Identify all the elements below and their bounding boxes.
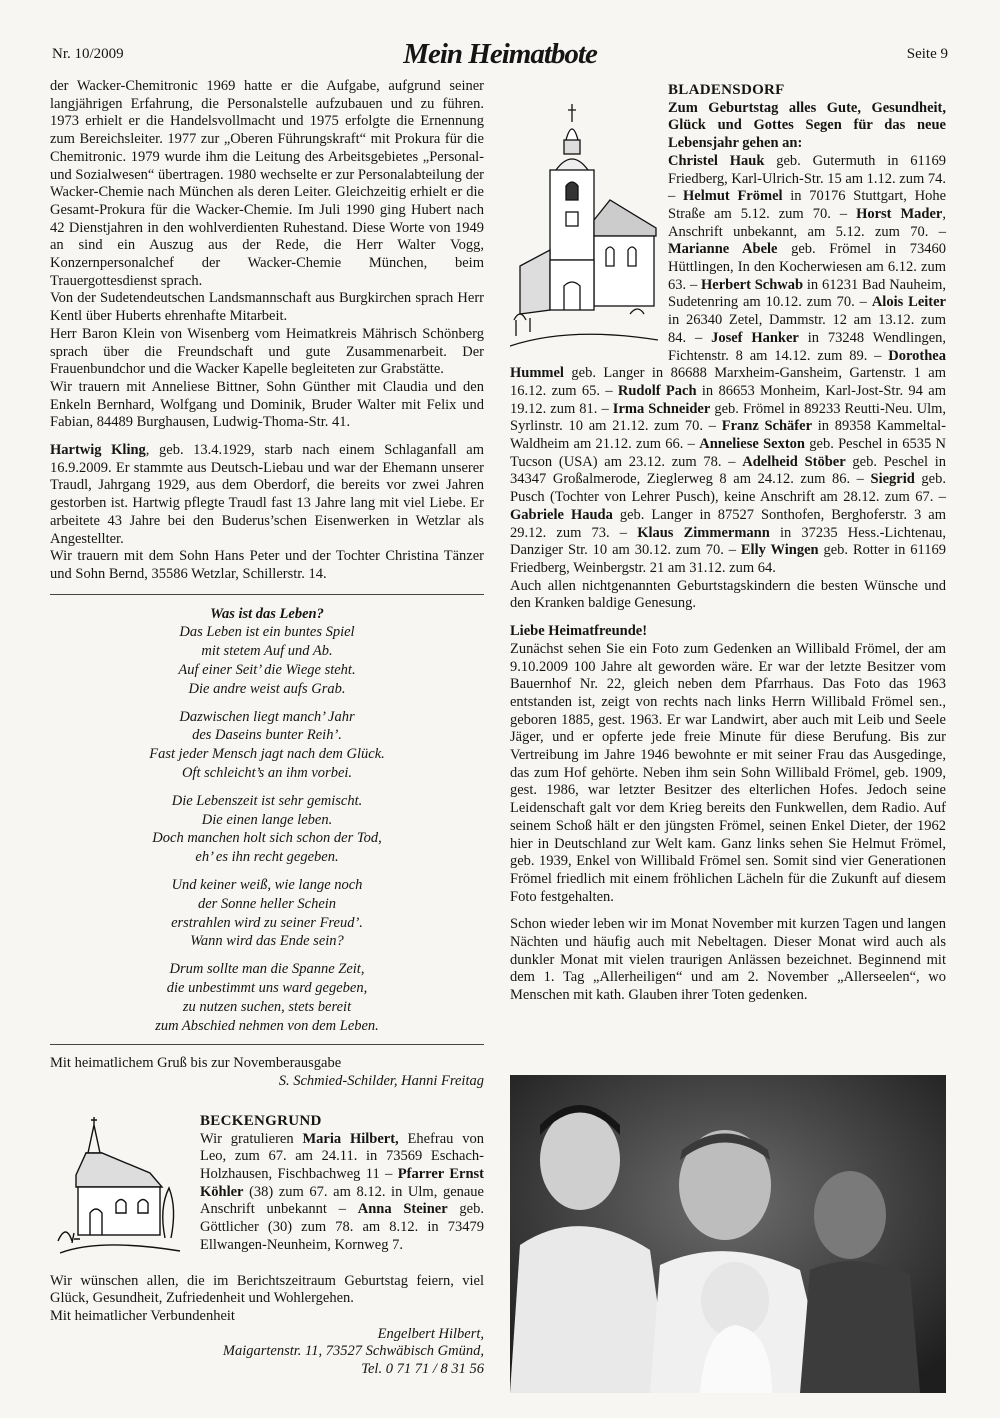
beckengrund-wishes: Wir wünschen allen, die im Berichtszeitraum Geburtstag feiern, viel Glück, Gesundheit, Zufriedenheit und Wohlergehen.: [50, 1272, 484, 1307]
poem: [50, 605, 484, 1036]
poem-title: Was ist das Leben?: [210, 605, 324, 622]
birthday-name: Josef Hanker: [711, 329, 799, 346]
poem-line: Wann wird das Ende sein?: [190, 933, 344, 950]
divider: [50, 594, 484, 595]
poem-stanza: [50, 960, 484, 1035]
birthday-closing: Auch allen nichtgenannten Geburtstagskindern die besten Wünsche und den Kranken baldige Genesung.: [510, 577, 946, 612]
poem-line: die unbestimmt uns ward gegeben,: [166, 980, 368, 997]
obituary-paragraph: Herr Baron Klein von Wisenberg vom Heimatkreis Mährisch Schönberg sprach über die Freundschaft und gute Zusammenarbeit. Der Frauenbundchor und die Wacker Kapelle begleiteten zur Grabstätte.: [50, 325, 484, 378]
masthead-logo: Mein Heimatbote: [403, 38, 597, 70]
poem-line: Doch manchen holt sich schon der Tod,: [152, 830, 382, 847]
birthday-name: Dorothea Hummel: [510, 347, 946, 382]
birthday-details: geb. Rotter in 61169 Friedberg, Weinbergstr. 21 am 31.12. zum 64.: [510, 542, 946, 576]
poem-line: Fast jeder Mensch jagt nach dem Glück.: [149, 746, 385, 763]
signature-phone: Tel. 0 71 71 / 8 31 56: [361, 1361, 484, 1378]
obituary-mourners: Wir trauern mit dem Sohn Hans Peter und der Tochter Christina Tänzer und Sohn Bernd, 35586 Wetzlar, Schillerstr. 14.: [50, 548, 484, 582]
birthday-name: Franz Schäfer: [721, 418, 813, 435]
birthday-name: Irma Schneider: [612, 400, 711, 417]
birthday-name: Marianne Abele: [668, 241, 778, 258]
birthday-name: Klaus Zimmermann: [637, 524, 770, 541]
birthday-name: Herbert Schwab: [701, 276, 804, 293]
section-title: BECKENGRUND: [200, 1112, 322, 1129]
poem-line: Oft schleicht’s an ihm vorbei.: [181, 765, 353, 782]
poem-line: Und keiner weiß, wie lange noch: [171, 877, 363, 894]
obituary-paragraph: Von der Sudetendeutschen Landsmannschaft aus Burgkirchen sprach Herr Kentl über Huberts ehrenhafte Mitarbeit.: [50, 290, 484, 325]
page-number: Seite 9: [906, 46, 948, 62]
section-title: BLADENSDORF: [668, 82, 785, 98]
letter-text: Zunächst sehen Sie ein Foto zum Gedenken an Willibald Frömel, der am 9.10.2009 100 Jahre alt geworden wäre. Er war der letzte Besitzer vom Bauernhof Nr. 22, gleich neben dem Pfarrhaus. Das Foto das 1963 entstanden ist, zeigt von rechts nach links Herrn Willibald Frömel sen., geboren 1885, gest. 1963. Er war Landwirt, aber auch mit Leib und Seele Jäger, und er opferte jede freie Minute für diese Berufung. Bis zur Vertreibung im Jahre 1946 bewohnte er mit seiner Frau das Ausgedinge, das zum Hof gehörte. Neben ihm sein Sohn Willibald Frömel, geb. 1909, gest. 1986, war letzter Besitzer des elterlichen Hofes. Jedoch seine Leidenschaft galt vor dem Krieg bereits den Funkwellen, dem Radio. Auf seinem Schoß hält er den jüngsten Frömel, seinen Enkel Dieter, der 1962 hier in Deutschland zur Welt kam. Ganz links sehen Sie Helmut Frömel, geb. 1939, Enkel von Willibald Frömel sen. Somit sind vier Generationen Frömel friedlich mit einem fröhlichen Lächeln für die Zukunft auf diesem Foto festgehalten.: [510, 640, 946, 905]
birthday-details: geb. Pusch (Tochter von Lehrer Pusch), keine Anschrift am 28.12. zum 67. –: [510, 471, 946, 506]
obituary-paragraph: der Wacker-Chemitronic 1969 hatte er die Aufgabe, aufgrund seiner langjährigen Erfahrung, die Personalstelle aufzubauen und zu führen. 1973 erhielt er die Handelsvollmacht und 1975 erfolgte die Ernennung zum Bereichsleiter. 1977 zur „Oberen Führungskraft“ mit Prokura für die Chemitronic. 1979 wurde ihm die Leitung des Arbeitsgebietes „Personal- und Sozialwesen“ übertragen. 1980 wechselte er zur Personalabteilung der Wacker-Chemie nach München als deren Leiter. Gleichzeitig erhielt er die Gesamt-Prokura für die Wacker-Chemie. Im Juli 1990 ging Hubert nach 42 Dienstjahren in den wohlverdienten Ruhestand. Diese Worte von 1949 an sind ein Auszug aus der Rede, die Herr Walter Vogg, Konzernpersonalchef der Wacker-Chemie München, beim Trauergottesdienst sprach.: [50, 78, 484, 289]
birthday-details: geb. Peschel in 6535 N Tucson (USA) am 23.12. zum 78. –: [510, 436, 946, 470]
deceased-name: Hartwig Kling: [50, 442, 146, 459]
beckengrund-section: [50, 1113, 484, 1379]
greeting: Mit heimatlichem Gruß bis zur Novemberausgabe: [50, 1055, 342, 1072]
poem-stanza: [50, 876, 484, 951]
birthday-details: , Anschrift unbekannt, am 5.12. zum 70. –: [668, 205, 946, 240]
right-column: [510, 82, 946, 1005]
poem-line: Die einen lange leben.: [201, 811, 333, 828]
chapel-illustration: [50, 1113, 190, 1269]
birthday-name: Helmut Frömel: [683, 188, 783, 205]
birthday-name: Elly Wingen: [740, 542, 819, 559]
greeting-signature: S. Schmied-Schilder, Hanni Freitag: [278, 1073, 484, 1090]
divider: [50, 1044, 484, 1045]
poem-line: zu nutzen suchen, stets bereit: [182, 998, 352, 1015]
birthday-details: in 37235 Hess.-Lichtenau, Danziger Str. 10 am 30.12. zum 70. –: [510, 524, 947, 559]
birthday-details: geb. Gutermuth in 61169 Friedberg, Karl-Ulrich-Str. 15 am 1.12. zum 74. –: [668, 152, 947, 205]
birthday-name: Gabriele Hauda: [510, 506, 613, 523]
poem-stanza: [50, 623, 484, 698]
birthday-name: Anneliese Sexton: [699, 436, 805, 453]
birthday-details: geb. Frömel in 73460 Hüttlingen, In den Kocherwiesen am 6.12. zum 63. –: [668, 241, 946, 293]
poem-line: erstrahlen wird zu seiner Freud’.: [171, 914, 363, 931]
left-column: [50, 78, 484, 1379]
poem-line: des Daseins bunter Reih’.: [192, 727, 342, 744]
poem-line: der Sonne heller Schein: [197, 895, 337, 912]
poem-line: mit stetem Auf und Ab.: [201, 643, 333, 660]
signature-address: Maigartenstr. 11, 73527 Schwäbisch Gmünd,: [222, 1343, 484, 1360]
november-text: Schon wieder leben wir im Monat November mit kurzen Tagen und langen Nächten und häufig auch mit Nebeltagen. Dieser Monat wird auch als dunkler Monat mit vielen traurigen Anlässen bezeichnet. Beginnend mit dem 1. Tag „Allerheiligen“ und am 2. November „Allerseelen“, wo Menschen mit kath. Glauben ihrer Toten gedenken.: [510, 916, 946, 1004]
poem-body: [50, 623, 484, 1035]
poem-stanza: [50, 792, 484, 867]
poem-line: zum Abschied nehmen von dem Leben.: [155, 1017, 379, 1034]
birthday-name: Horst Mader: [856, 205, 943, 222]
birthday-intro: Zum Geburtstag alles Gute, Gesundheit, Glück und Gottes Segen für das neue Lebensjahr gehen an:: [668, 99, 946, 152]
birthday-details: in 73248 Wendlingen, Fichtenstr. 8 am 14.12. zum 89. –: [668, 329, 947, 364]
birthday-name: Rudolf Pach: [617, 382, 697, 399]
birthday-details: in 86653 Monheim, Karl-Jost-Str. 94 am 19.12. zum 81. –: [510, 382, 946, 417]
poem-line: Auf einer Seit’ die Wiege steht.: [178, 662, 356, 679]
obituary-mourners: Wir trauern mit Anneliese Bittner, Sohn Günther mit Claudia und den Enkeln Bernhard, Wolfgang und Dominik, Bruder Walter mit Felix und Fabian, 84489 Burghausen, Ludwig-Thoma-Str. 41.: [50, 378, 484, 431]
birthday-details: in 26340 Zetel, Dammstr. 12 am 13.12. zum 84. –: [668, 312, 946, 346]
birthday-name: Alois Leiter: [871, 294, 946, 311]
poem-line: Die Lebenszeit ist sehr gemischt.: [171, 792, 363, 809]
poem-line: eh’ es ihn recht gegeben.: [195, 849, 339, 866]
family-photo: [510, 1075, 946, 1393]
obituary-kling: Hartwig Kling, geb. 13.4.1929, starb nach einem Schlaganfall am 16.9.2009. Er stammte aus Deutsch-Liebau und war der Ehemann unserer Traudl, Jahrgang 1929, aus dem Oberdorf, die bereits vor zwei Jahren gestorben ist. Hartwig pflegte Traudl fast 13 Jahre lang mit viel Liebe. Er arbeitete 43 Jahre bei den Buderus’schen Eisenwerken in Wetzlar als Angestellter.: [50, 442, 484, 547]
church-illustration: [510, 100, 658, 356]
birthday-details: geb. Peschel in 34347 Großalmerode, Zieglerweg 8 am 24.12. zum 86. –: [510, 453, 946, 488]
birthday-name: Siegrid: [870, 471, 915, 488]
beckengrund-congrats: Wir gratulieren Maria Hilbert, Ehefrau von Leo, zum 67. am 24.11. in 73569 Eschach-Holzhausen, Fischbachweg 11 – Pfarrer Ernst Köhler (38) zum 67. am 8.12. in Ulm, genaue Anschrift unbekannt – Anna Steiner geb. Göttlicher (30) zum 78. am 8.12. in 73479 Ellwangen-Neunheim, Kornweg 7.: [200, 1130, 484, 1253]
birthday-details: in 70176 Stuttgart, Hohe Straße am 5.12. zum 70. –: [668, 188, 946, 222]
birthday-details: geb. Langer in 87527 Sonthofen, Berghoferstr. 3 am 29.12. zum 73. –: [510, 506, 946, 541]
birthday-name: Christel Hauk: [668, 152, 765, 169]
signature-name: Engelbert Hilbert,: [377, 1325, 484, 1342]
birthday-details: geb. Langer in 86688 Marxheim-Gansheim, Gartenstr. 1 am 16.12. zum 65. –: [510, 365, 946, 399]
birthday-details: in 61231 Bad Nauheim, Sudetenring am 10.12. zum 70. –: [668, 276, 946, 311]
issue-number: Nr. 10/2009: [52, 46, 124, 62]
poem-line: Dazwischen liegt manch’ Jahr: [179, 708, 355, 725]
birthday-name: Adelheid Stöber: [742, 453, 846, 470]
letter-title: Liebe Heimatfreunde!: [510, 623, 648, 640]
page-header: [52, 38, 948, 72]
poem-line: Die andre weist aufs Grab.: [188, 680, 346, 697]
birthday-details: in 89358 Kammeltal-Waldheim am 21.12. zum 66. –: [510, 418, 946, 453]
poem-stanza: [50, 708, 484, 783]
beckengrund-regards: Mit heimatlicher Verbundenheit: [50, 1307, 235, 1324]
poem-line: Drum sollte man die Spanne Zeit,: [169, 961, 365, 978]
birthday-details: geb. Frömel in 89233 Reutti-Neu. Ulm, Syrlinstr. 10 am 21.12. zum 70. –: [510, 400, 947, 435]
poem-line: Das Leben ist ein buntes Spiel: [179, 624, 355, 641]
